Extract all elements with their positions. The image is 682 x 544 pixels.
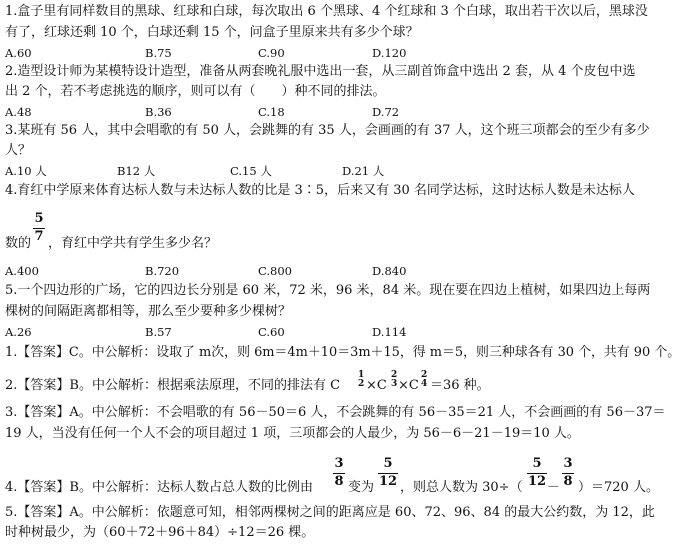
combination-1-top: 1 — [358, 370, 365, 380]
answer-2-prefix: 2.【答案】B。中公解析：根据乘法原理，不同的排法有 C — [5, 378, 341, 393]
answer-4-fraction-2 — [378, 457, 398, 489]
q2-option-a: A.48 — [5, 105, 32, 119]
fraction-denominator: 8 — [563, 474, 573, 489]
q5-line1: 5.一个四边形的广场，它的四边长分别是 60 米，72 米，96 米，84 米。现在要在四边上植树，如果四边上每两 — [5, 283, 651, 298]
fraction-numerator: 3 — [334, 456, 344, 471]
answer-2-times-2: ×C — [398, 378, 419, 393]
q4-fraction-denominator: 7 — [34, 229, 44, 244]
q3-option-d: D.21 人 — [342, 164, 385, 178]
q1-option-b: B.75 — [145, 46, 172, 60]
q2-option-d: D.72 — [372, 105, 400, 119]
q5-option-a: A.26 — [5, 325, 32, 339]
q2-option-c: C.18 — [258, 105, 285, 119]
q4-fraction — [33, 212, 45, 244]
fraction-numerator: 5 — [383, 456, 393, 471]
answer-4-total-expression: ，则总人数为 30÷（ — [400, 480, 523, 495]
q3-option-c: C.15 人 — [230, 164, 272, 178]
q4-option-c: C.800 — [258, 264, 292, 278]
q3-option-a: A.10 人 — [5, 164, 47, 178]
combination-3-top: 2 — [421, 370, 428, 380]
combination-2-bottom: 3 — [391, 379, 398, 389]
q5-option-c: C.60 — [258, 325, 285, 339]
q5-option-d: D.114 — [372, 325, 407, 339]
q4-line2-suffix: ，育红中学共有学生多少名？ — [48, 236, 218, 251]
fraction-denominator: 8 — [334, 474, 344, 489]
q4-option-b: B.720 — [145, 264, 180, 278]
answer-4-change-to: 变为 — [348, 480, 375, 495]
answer-1: 1.【答案】C。中公解析：设取了 m次，则 6m＝4m＋10＝3m＋15，得 m＝5，则三种球各有 30 个，共有 90 个。 — [5, 345, 681, 360]
answer-3-line1: 3.【答案】A。中公解析：不会唱歌的有 56－50＝6 人，不会跳舞的有 56－35＝21 人，不会画画的有 56－37＝ — [5, 405, 666, 420]
q4-option-d: D.840 — [372, 264, 407, 278]
combination-3-bottom: 4 — [421, 379, 428, 389]
q5-option-b: B.57 — [145, 325, 172, 339]
answer-4-suffix: ）＝720 人。 — [578, 480, 659, 495]
q1-line1: 1.盒子里有同样数目的黑球、红球和白球，每次取出 6 个黑球、4 个红球和 3 个白球，取出若干次以后，黑球没 — [5, 4, 648, 19]
answer-4-fraction-3 — [527, 457, 547, 489]
answer-4-prefix: 4.【答案】B。中公解析：达标人数占总人数的比例由 — [5, 480, 313, 495]
q3-option-b: B12 人 — [117, 164, 156, 178]
q4-option-a: A.400 — [5, 264, 39, 278]
q4-fraction-numerator: 5 — [34, 211, 44, 226]
q2-line2: 出 2 个，若不考虑挑选的顺序，则可以有（ ）种不同的排法。 — [5, 84, 386, 99]
answer-2-suffix: ＝36 种。 — [430, 378, 490, 393]
fraction-numerator: 5 — [532, 456, 542, 471]
fraction-numerator: 3 — [563, 456, 573, 471]
answer-5-line1: 5.【答案】A。中公解析：依题意可知，相邻两棵树之间的距离应是 60、72、96、84 的最大公约数，为 12，此 — [5, 505, 655, 520]
fraction-denominator: 12 — [527, 474, 547, 489]
q4-line1: 4.育红中学原来体育达标人数与未达标人数的比是 3∶5，后来又有 30 名同学达标，这时达标人数是未达标人 — [5, 183, 635, 198]
answer-4-minus: － — [547, 480, 561, 495]
combination-2-top: 2 — [391, 370, 398, 380]
answer-4-fraction-4 — [562, 457, 574, 489]
fraction-denominator: 12 — [378, 474, 398, 489]
q1-line2: 有了，红球还剩 10 个，白球还剩 15 个，问盒子里原来共有多少个球？ — [5, 25, 419, 40]
q2-option-b: B.36 — [145, 105, 172, 119]
answer-2-times-1: ×C — [366, 378, 387, 393]
q4-line2-prefix: 数的 — [5, 236, 32, 251]
q2-line1: 2.造型设计师为某模特设计造型，准备从两套晚礼服中选出一套，从三副首饰盒中选出 2 套，从 4 个皮包中选 — [5, 64, 636, 79]
answer-5-line2: 时种树最少，为（60＋72＋96＋84）÷12＝26 棵。 — [5, 525, 315, 540]
q1-option-a: A.60 — [5, 46, 32, 60]
answer-3-line2: 19 人，当没有任何一个人不会的项目超过 1 项，三项都会的人最少，为 56－6－21－19＝10 人。 — [5, 426, 580, 441]
q1-option-c: C.90 — [258, 46, 285, 60]
q5-line2: 棵树的间隔距离都相等，那么至少要种多少棵树？ — [5, 304, 292, 319]
q3-line1: 3.某班有 56 人，其中会唱歌的有 50 人，会跳舞的有 35 人，会画画的有 37 人，这个班三项都会的至少有多少 — [5, 123, 650, 138]
q3-line2: 人？ — [5, 143, 32, 158]
q1-option-d: D.120 — [372, 46, 407, 60]
combination-1-bottom: 2 — [358, 379, 365, 389]
answer-4-fraction-1 — [333, 457, 345, 489]
